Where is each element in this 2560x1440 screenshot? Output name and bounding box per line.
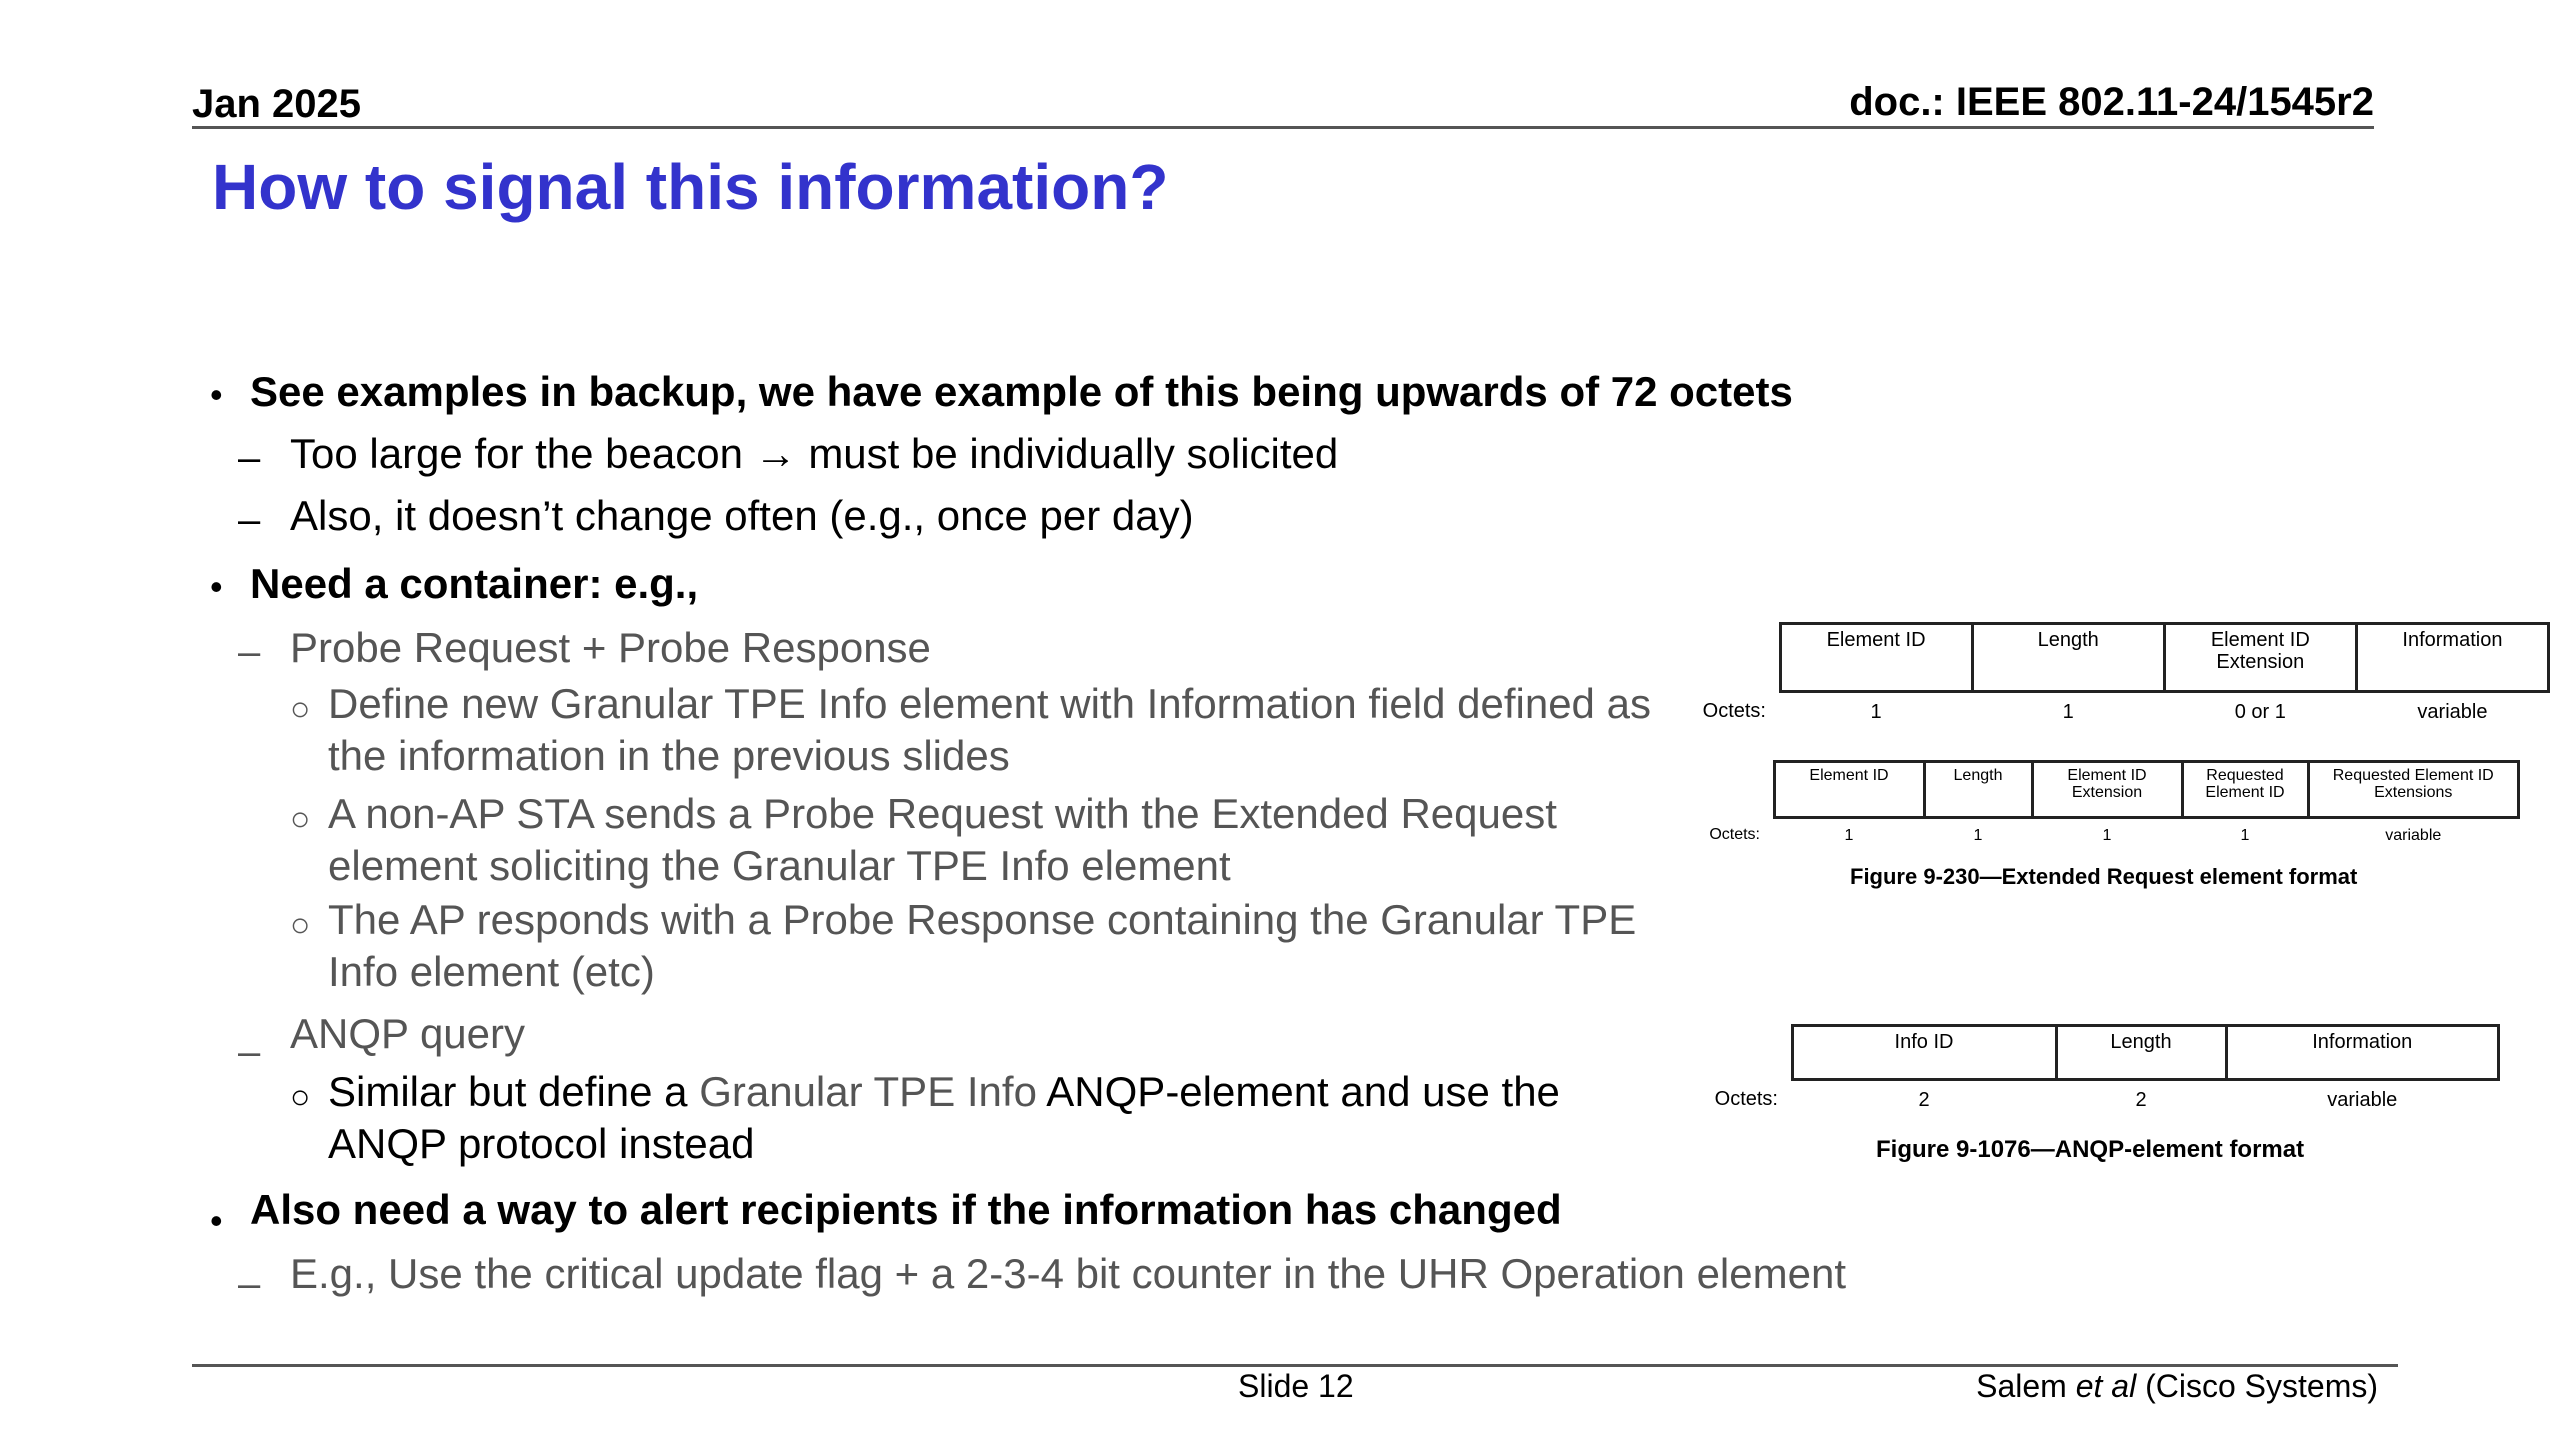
octet-value: 1 xyxy=(1844,827,1854,844)
author-org: (Cisco Systems) xyxy=(2136,1368,2378,1404)
octet-value: 1 xyxy=(1870,701,1882,723)
bullet-marker: • xyxy=(210,566,223,607)
element-id-field: Element ID xyxy=(1774,762,1924,818)
octets-label: Octets: xyxy=(1702,700,1766,723)
bullet-marker: • xyxy=(210,374,223,415)
author-name: Salem xyxy=(1976,1368,2076,1404)
octets-label: Octets: xyxy=(1709,826,1760,844)
bullet-1: See examples in backup, we have example of this being upwards of 72 octets xyxy=(250,368,1793,415)
bullet-2-sub-1-item-1: Define new Granular TPE Info element with Information field defined as the information in the previous slides xyxy=(328,680,1651,779)
octet-value: 1 xyxy=(1973,827,1983,844)
circle-marker: ○ xyxy=(290,800,311,838)
bullet-2-sub-2-item-1 xyxy=(328,1066,1658,1170)
element-format-figure xyxy=(1670,622,2550,725)
bullet-marker: • xyxy=(210,1200,223,1241)
circle-marker: ○ xyxy=(290,1078,311,1116)
requested-element-id-field: Requested Element ID xyxy=(2182,762,2308,818)
extended-request-figure xyxy=(1680,760,2520,846)
octet-value: variable xyxy=(2327,1089,2398,1111)
header-doc-id: doc.: IEEE 802.11-24/1545r2 xyxy=(1849,80,2374,124)
requested-element-id-extensions-field: Requested Element ID Extensions xyxy=(2308,762,2519,818)
bullet-2: Need a container: e.g., xyxy=(250,560,699,607)
length-field: Length xyxy=(2056,1026,2226,1080)
anqp-text-a: Similar but define a xyxy=(328,1068,700,1115)
info-id-field: Info ID xyxy=(1792,1026,2056,1080)
dash-marker: – xyxy=(238,436,261,480)
bullet-1-sub-2: Also, it doesn’t change often (e.g., once per day) xyxy=(290,492,1194,539)
length-field: Length xyxy=(1924,762,2032,818)
anqp-element-caption: Figure 9-1076—ANQP-element format xyxy=(1876,1136,2305,1163)
author-etal: et al xyxy=(2075,1368,2137,1404)
bullet-2-sub-2: ANQP query xyxy=(290,1010,525,1057)
octet-value: 2 xyxy=(1918,1089,1930,1111)
bullet-1-sub-1: Too large for the beacon → must be individually solicited xyxy=(290,430,1339,477)
length-field: Length xyxy=(1972,624,2164,692)
anqp-element-figure xyxy=(1700,1024,2500,1113)
circle-marker: ○ xyxy=(290,906,311,944)
anqp-text-c: ANQP-element and use the ANQP protocol instead xyxy=(328,1068,1560,1167)
octets-label: Octets: xyxy=(1714,1088,1778,1111)
anqp-text-b: Granular TPE Info xyxy=(699,1068,1037,1115)
octet-value: variable xyxy=(2385,827,2442,844)
header-date: Jan 2025 xyxy=(192,82,362,126)
octet-value: 2 xyxy=(2135,1089,2147,1111)
dash-marker: – xyxy=(238,1262,261,1306)
dash-marker: – xyxy=(238,498,261,542)
slide-number: Slide 12 xyxy=(1238,1368,1354,1404)
octet-value: 1 xyxy=(2240,827,2250,844)
bullet-2-sub-1-item-3: The AP responds with a Probe Response containing the Granular TPE Info element (etc) xyxy=(328,896,1637,995)
footer-rule xyxy=(192,1364,2398,1367)
circle-marker: ○ xyxy=(290,690,311,728)
dash-marker: – xyxy=(238,630,261,674)
extended-request-caption: Figure 9-230—Extended Request element format xyxy=(1850,864,2358,889)
bullet-2-sub-1-item-2: A non-AP STA sends a Probe Request with the Extended Request element soliciting the Granular TPE Info element xyxy=(328,790,1557,889)
octet-value: 0 or 1 xyxy=(2234,701,2286,723)
octet-value: 1 xyxy=(2062,701,2074,723)
octet-value: 1 xyxy=(2102,827,2112,844)
element-id-extension-field: Element ID Extension xyxy=(2164,624,2356,692)
information-field: Information xyxy=(2226,1026,2499,1080)
element-id-field: Element ID xyxy=(1780,624,1972,692)
bullet-3-sub-1: E.g., Use the critical update flag + a 2-3-4 bit counter in the UHR Operation element xyxy=(290,1250,1846,1297)
dash-marker: – xyxy=(238,1030,261,1074)
information-field: Information xyxy=(2356,624,2548,692)
bullet-3: Also need a way to alert recipients if the information has changed xyxy=(250,1186,1562,1233)
octet-value: variable xyxy=(2417,701,2488,723)
slide-title: How to signal this information? xyxy=(212,151,1169,223)
element-id-extension-field: Element ID Extension xyxy=(2032,762,2182,818)
header-rule xyxy=(192,126,2374,129)
bullet-2-sub-1: Probe Request + Probe Response xyxy=(290,624,931,671)
footer-author xyxy=(1976,1368,2378,1405)
